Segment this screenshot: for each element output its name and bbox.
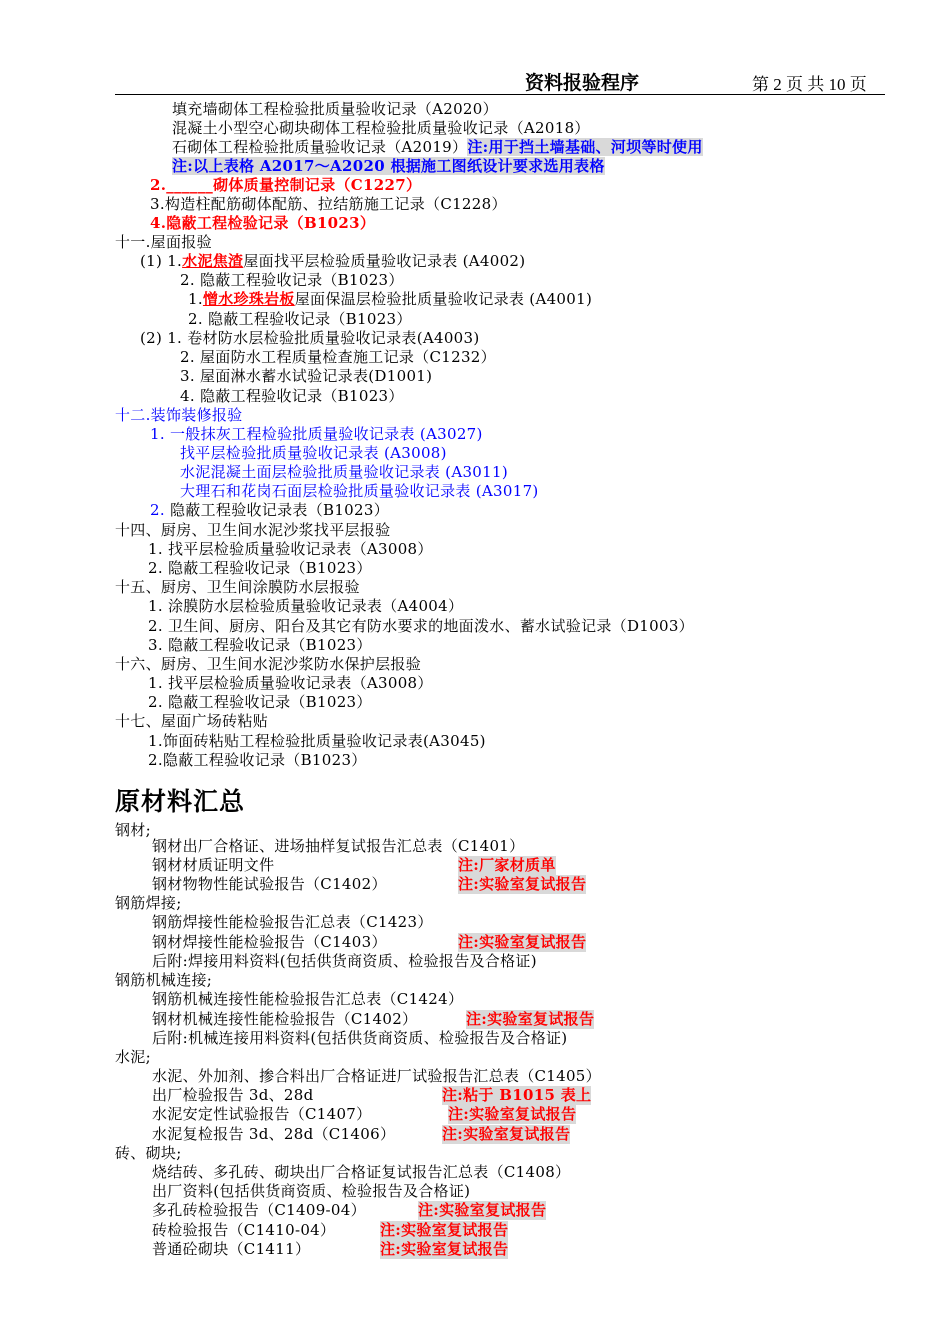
list-item: (2) 1. 卷材防水层检验批质量验收记录表(A4003) xyxy=(140,329,480,347)
remark: 注:实验室复试报告 xyxy=(458,933,587,951)
highlighted-material: 憎水珍珠岩板 xyxy=(202,290,295,308)
section-heading: 十五、厨房、卫生间涂膜防水层报验 xyxy=(115,578,360,596)
section-heading: 十一.屋面报验 xyxy=(115,233,212,251)
list-item: 3. 隐蔽工程验收记录（B1023） xyxy=(148,636,372,654)
blank-underline: ______ xyxy=(166,176,214,194)
section-heading: 十四、厨房、卫生间水泥沙浆找平层报验 xyxy=(115,521,391,539)
highlighted-material: 水泥焦渣 xyxy=(182,252,244,270)
list-item: 2. 卫生间、厨房、阳台及其它有防水要求的地面泼水、蓄水试验记录（D1003） xyxy=(148,617,694,635)
remark: 注:厂家材质单 xyxy=(458,856,556,874)
item-text: 屋面保温层检验批质量验收记录表 (A4001) xyxy=(294,290,593,308)
item-number: 2. xyxy=(150,176,167,194)
remark: 注:实验室复试报告 xyxy=(380,1221,509,1239)
section-heading: 十二.装饰装修报验 xyxy=(115,406,243,424)
list-item xyxy=(172,138,703,157)
list-item: 钢材出厂合格证、进场抽样复试报告汇总表（C1401） xyxy=(152,837,525,855)
list-item: 1.饰面砖粘贴工程检验批质量验收记录表(A3045) xyxy=(148,732,486,750)
remark: 注:实验室复试报告 xyxy=(380,1240,509,1258)
list-item: 水泥混凝土面层检验批质量验收记录表 (A3011) xyxy=(180,463,508,481)
list-item: 2.隐蔽工程验收记录（B1023） xyxy=(148,751,367,769)
section-heading: 十六、厨房、卫生间水泥沙浆防水保护层报验 xyxy=(115,655,422,673)
list-item: 填充墙砌体工程检验批质量验收记录（A2020） xyxy=(172,100,498,118)
list-item xyxy=(140,252,525,271)
item-text: 屋面找平层检验质量验收记录表 (A4002) xyxy=(243,252,526,270)
list-item: 后附:机械连接用料资料(包括供货商资质、检验报告及合格证) xyxy=(152,1029,568,1047)
remark: 注:实验室复试报告 xyxy=(458,875,587,893)
list-item: 钢材机械连接性能检验报告（C1402） xyxy=(152,1010,418,1028)
list-item: 后附:焊接用料资料(包括供货商资质、检验报告及合格证) xyxy=(152,952,537,970)
list-item: 钢筋焊接性能检验报告汇总表（C1423） xyxy=(152,913,433,931)
list-item: 1. 涂膜防水层检验质量验收记录表（A4004） xyxy=(148,597,464,615)
remark: 注:实验室复试报告 xyxy=(466,1010,595,1028)
list-item: 砖检验报告（C1410-04） xyxy=(152,1221,336,1239)
list-item xyxy=(150,501,389,520)
material-category: 钢筋机械连接; xyxy=(115,971,213,989)
list-item-text: 石砌体工程检验批质量验收记录（A2019） xyxy=(172,138,468,156)
list-item: 钢材物物性能试验报告（C1402） xyxy=(152,875,387,893)
list-item: 4.隐蔽工程检验记录（B1023） xyxy=(150,214,376,232)
list-item xyxy=(150,176,421,195)
material-category: 水泥; xyxy=(115,1048,151,1066)
usage-note: 注:用于挡土墙基础、河坝等时使用 xyxy=(467,138,703,156)
list-item: 2. 隐蔽工程验收记录（B1023） xyxy=(148,693,372,711)
table-selection-note xyxy=(172,157,605,176)
item-number: (1) 1. xyxy=(140,252,183,270)
remark: 注:实验室复试报告 xyxy=(448,1105,577,1123)
page-header xyxy=(115,68,885,95)
list-item: 钢材焊接性能检验报告（C1403） xyxy=(152,933,387,951)
list-item: 普通砼砌块（C1411） xyxy=(152,1240,311,1258)
section-heading: 十七、屋面广场砖粘贴 xyxy=(115,712,269,730)
list-item: 出厂资料(包括供货商资质、检验报告及合格证) xyxy=(152,1182,471,1200)
list-item: 大理石和花岗石面层检验批质量验收记录表 (A3017) xyxy=(180,482,539,500)
list-item: 水泥安定性试验报告（C1407） xyxy=(152,1105,372,1123)
list-item: 2. 隐蔽工程验收记录（B1023） xyxy=(188,310,412,328)
list-item: 找平层检验批质量验收记录表 (A3008) xyxy=(180,444,447,462)
list-item: 钢筋机械连接性能检验报告汇总表（C1424） xyxy=(152,990,464,1008)
list-item: 水泥、外加剂、掺合料出厂合格证进厂试验报告汇总表（C1405） xyxy=(152,1067,601,1085)
item-number: 1. xyxy=(188,290,203,308)
list-item: 烧结砖、多孔砖、砌块出厂合格证复试报告汇总表（C1408） xyxy=(152,1163,571,1181)
list-item: 2. 屋面防水工程质量检查施工记录（C1232） xyxy=(180,348,496,366)
list-item: 水泥复检报告 3d、28d（C1406） xyxy=(152,1125,396,1143)
material-category: 钢筋焊接; xyxy=(115,894,182,912)
list-item: 多孔砖检验报告（C1409-04） xyxy=(152,1201,366,1219)
list-item: 钢材材质证明文件 xyxy=(152,856,275,874)
item-text: 隐蔽工程验收记录表（B1023） xyxy=(170,501,389,519)
remark: 注:实验室复试报告 xyxy=(418,1201,547,1219)
list-item: 混凝土小型空心砌块砌体工程检验批质量验收记录（A2018） xyxy=(172,119,590,137)
note-text: 注:以上表格 A2017～A2020 根据施工图纸设计要求选用表格 xyxy=(172,157,605,175)
item-number: 2. xyxy=(150,501,165,519)
list-item xyxy=(188,290,592,309)
list-item: 1. 一般抹灰工程检验批质量验收记录表 (A3027) xyxy=(150,425,483,443)
materials-heading: 原材料汇总 xyxy=(115,787,246,816)
item-text: 砌体质量控制记录（C1227） xyxy=(213,176,422,194)
list-item: 3. 屋面淋水蓄水试验记录表(D1001) xyxy=(180,367,433,385)
material-category: 砖、砌块; xyxy=(115,1144,182,1162)
list-item: 4. 隐蔽工程验收记录（B1023） xyxy=(180,387,404,405)
list-item: 1. 找平层检验质量验收记录表（A3008） xyxy=(148,674,433,692)
remark: 注:实验室复试报告 xyxy=(442,1125,571,1143)
page-number: 第 2 页 共 10 页 xyxy=(752,75,867,94)
list-item: 3.构造柱配筋砌体配筋、拉结筋施工记录（C1228） xyxy=(150,195,507,213)
document-title: 资料报验程序 xyxy=(525,72,640,94)
list-item: 2. 隐蔽工程验收记录（B1023） xyxy=(180,271,404,289)
list-item: 出厂检验报告 3d、28d xyxy=(152,1086,314,1104)
remark: 注:粘于 B1015 表上 xyxy=(442,1086,592,1104)
list-item: 1. 找平层检验质量验收记录表（A3008） xyxy=(148,540,433,558)
list-item: 2. 隐蔽工程验收记录（B1023） xyxy=(148,559,372,577)
material-category: 钢材; xyxy=(115,821,151,839)
